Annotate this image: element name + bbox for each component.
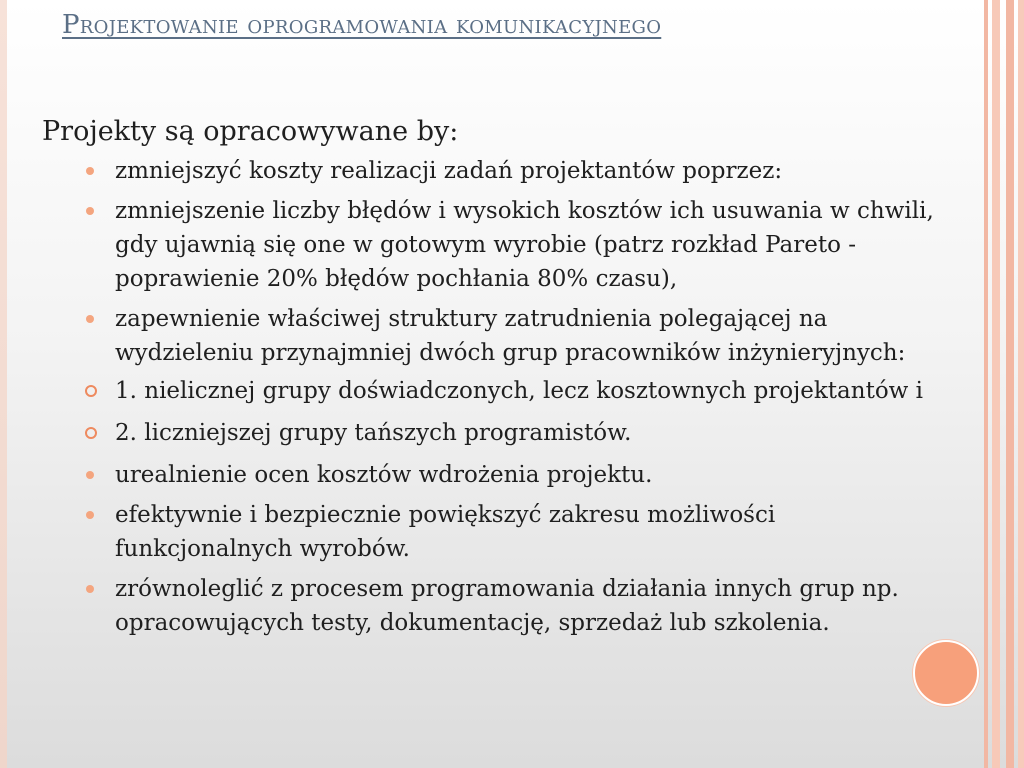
stripe <box>984 0 988 768</box>
sub-bullet-list <box>85 374 942 450</box>
bullet-dot-icon <box>86 167 94 175</box>
bullet-dot-icon <box>86 511 94 519</box>
left-border-line <box>0 0 7 768</box>
list-item <box>42 572 942 640</box>
list-item-text: efektywnie i bezpiecznie powiększyć zakresu możliwości funkcjonalnych wyrobów. <box>115 502 776 562</box>
sub-list-item <box>85 416 942 450</box>
bullet-dot-icon <box>86 585 94 593</box>
list-item <box>42 498 942 566</box>
stripe <box>992 0 1000 768</box>
ring-bullet-icon <box>85 385 97 397</box>
stripe <box>1006 0 1014 768</box>
list-item-text: zrównoleglić z procesem programowania działania innych grup np. opracowujących testy, dokumentację, sprzedaż lub szkolenia. <box>115 576 899 636</box>
ring-bullet-icon <box>85 427 97 439</box>
list-item-text: zapewnienie właściwej struktury zatrudnienia polegającej na wydzieleniu przynajmniej dwóch grup pracowników inżynieryjnych: <box>115 306 906 366</box>
slide-content <box>42 114 942 646</box>
bullet-list <box>42 154 942 640</box>
list-item-text: zmniejszenie liczby błędów i wysokich kosztów ich usuwania w chwili, gdy ujawnią się one w gotowym wyrobie (patrz rozkład Pareto - poprawienie 20% błędów pochłania 80% czasu), <box>115 198 934 292</box>
decorative-circle <box>913 640 979 706</box>
sub-list-item-text: 2. liczniejszej grupy tańszych programistów. <box>115 420 632 446</box>
bullet-dot-icon <box>86 471 94 479</box>
list-item <box>42 154 942 188</box>
sub-list-item-text: 1. nielicznej grupy doświadczonych, lecz kosztownych projektantów i <box>115 378 924 404</box>
list-item <box>42 458 942 492</box>
bullet-dot-icon <box>86 207 94 215</box>
intro-text: Projekty są opracowywane by: <box>42 116 459 147</box>
slide-title: Projektowanie oprogramowania komunikacyjnego <box>62 10 662 40</box>
list-item-text: zmniejszyć koszty realizacji zadań projektantów poprzez: <box>115 158 783 184</box>
sub-list-item <box>85 374 942 408</box>
list-item <box>42 194 942 296</box>
bullet-dot-icon <box>86 315 94 323</box>
list-item <box>42 302 942 450</box>
decorative-stripes <box>980 0 1024 768</box>
list-item-text: urealnienie ocen kosztów wdrożenia projektu. <box>115 462 653 488</box>
stripe <box>1018 0 1024 768</box>
